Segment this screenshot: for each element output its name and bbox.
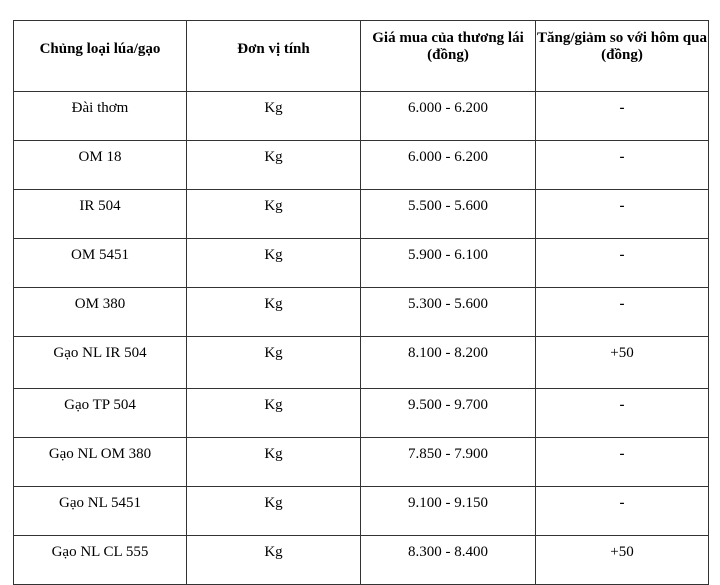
header-trader-price: Giá mua của thương lái (đồng) bbox=[361, 21, 536, 92]
cell-change: +50 bbox=[536, 536, 709, 585]
cell-rice-type: IR 504 bbox=[14, 190, 187, 239]
cell-unit: Kg bbox=[187, 536, 361, 585]
rice-price-table bbox=[13, 20, 709, 585]
cell-unit: Kg bbox=[187, 92, 361, 141]
cell-price: 8.100 - 8.200 bbox=[361, 337, 536, 389]
cell-price: 5.300 - 5.600 bbox=[361, 288, 536, 337]
table-row bbox=[14, 92, 709, 141]
header-rice-type: Chủng loại lúa/gạo bbox=[14, 21, 187, 92]
table-row bbox=[14, 288, 709, 337]
cell-change: - bbox=[536, 288, 709, 337]
cell-price: 5.500 - 5.600 bbox=[361, 190, 536, 239]
price-table-container bbox=[13, 20, 709, 585]
table-row bbox=[14, 337, 709, 389]
cell-price: 7.850 - 7.900 bbox=[361, 438, 536, 487]
cell-price: 9.500 - 9.700 bbox=[361, 389, 536, 438]
cell-price: 8.300 - 8.400 bbox=[361, 536, 536, 585]
table-row bbox=[14, 190, 709, 239]
cell-change: +50 bbox=[536, 337, 709, 389]
cell-unit: Kg bbox=[187, 337, 361, 389]
cell-rice-type: Gạo NL OM 380 bbox=[14, 438, 187, 487]
cell-rice-type: Gạo NL CL 555 bbox=[14, 536, 187, 585]
cell-rice-type: Đài thơm bbox=[14, 92, 187, 141]
cell-unit: Kg bbox=[187, 438, 361, 487]
cell-rice-type: Gạo NL 5451 bbox=[14, 487, 187, 536]
cell-change: - bbox=[536, 438, 709, 487]
cell-rice-type: OM 18 bbox=[14, 141, 187, 190]
cell-price: 6.000 - 6.200 bbox=[361, 92, 536, 141]
cell-change: - bbox=[536, 389, 709, 438]
cell-unit: Kg bbox=[187, 190, 361, 239]
cell-change: - bbox=[536, 239, 709, 288]
cell-rice-type: OM 5451 bbox=[14, 239, 187, 288]
cell-change: - bbox=[536, 487, 709, 536]
cell-unit: Kg bbox=[187, 389, 361, 438]
cell-price: 6.000 - 6.200 bbox=[361, 141, 536, 190]
cell-price: 9.100 - 9.150 bbox=[361, 487, 536, 536]
table-header-row bbox=[14, 21, 709, 92]
cell-price: 5.900 - 6.100 bbox=[361, 239, 536, 288]
cell-rice-type: Gạo NL IR 504 bbox=[14, 337, 187, 389]
cell-rice-type: OM 380 bbox=[14, 288, 187, 337]
table-row bbox=[14, 239, 709, 288]
table-row bbox=[14, 141, 709, 190]
table-row bbox=[14, 438, 709, 487]
table-row bbox=[14, 536, 709, 585]
table-row bbox=[14, 487, 709, 536]
header-unit: Đơn vị tính bbox=[187, 21, 361, 92]
header-change: Tăng/giảm so với hôm qua (đồng) bbox=[536, 21, 709, 92]
cell-unit: Kg bbox=[187, 141, 361, 190]
cell-unit: Kg bbox=[187, 487, 361, 536]
cell-change: - bbox=[536, 141, 709, 190]
cell-change: - bbox=[536, 92, 709, 141]
cell-rice-type: Gạo TP 504 bbox=[14, 389, 187, 438]
cell-unit: Kg bbox=[187, 239, 361, 288]
cell-change: - bbox=[536, 190, 709, 239]
table-row bbox=[14, 389, 709, 438]
cell-unit: Kg bbox=[187, 288, 361, 337]
